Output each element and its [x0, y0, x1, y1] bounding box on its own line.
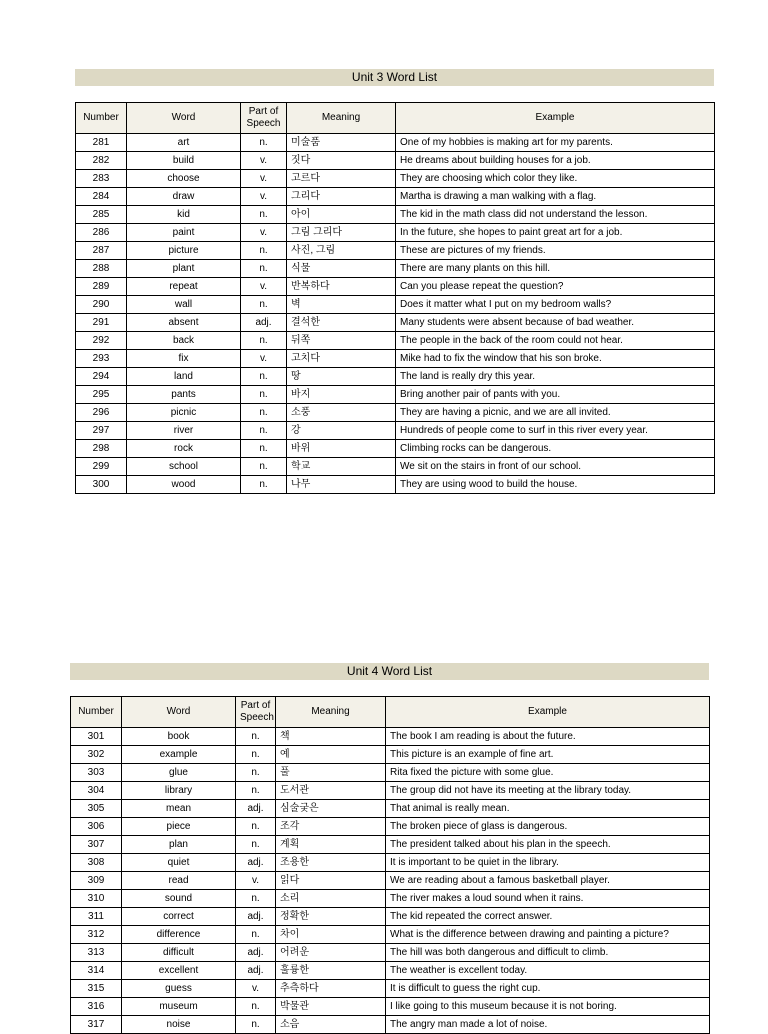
- cell-meaning: 조각: [276, 818, 386, 836]
- cell-word: excellent: [122, 962, 236, 980]
- cell-part-of-speech: n.: [236, 728, 276, 746]
- table-row: [71, 998, 710, 1016]
- cell-number: 317: [71, 1016, 122, 1034]
- cell-example: The people in the back of the room could not hear.: [396, 332, 715, 350]
- table-row: [71, 944, 710, 962]
- table-row: [76, 476, 715, 494]
- table-row: [71, 908, 710, 926]
- cell-part-of-speech: v.: [241, 170, 287, 188]
- table-row: [71, 890, 710, 908]
- cell-meaning: 아이: [287, 206, 396, 224]
- cell-word: glue: [122, 764, 236, 782]
- cell-meaning: 식물: [287, 260, 396, 278]
- cell-example: The angry man made a lot of noise.: [386, 1016, 710, 1034]
- table-row: [76, 440, 715, 458]
- cell-number: 293: [76, 350, 127, 368]
- cell-part-of-speech: v.: [236, 980, 276, 998]
- cell-example: Martha is drawing a man walking with a flag.: [396, 188, 715, 206]
- cell-number: 300: [76, 476, 127, 494]
- table-row: [71, 872, 710, 890]
- cell-example: It is important to be quiet in the library.: [386, 854, 710, 872]
- cell-example: The kid in the math class did not understand the lesson.: [396, 206, 715, 224]
- table-row: [71, 782, 710, 800]
- cell-example: It is difficult to guess the right cup.: [386, 980, 710, 998]
- table-row: [76, 458, 715, 476]
- cell-word: plant: [127, 260, 241, 278]
- table-row: [71, 854, 710, 872]
- cell-number: 290: [76, 296, 127, 314]
- cell-number: 316: [71, 998, 122, 1016]
- cell-part-of-speech: n.: [236, 818, 276, 836]
- table-row: [71, 1016, 710, 1034]
- cell-part-of-speech: n.: [236, 782, 276, 800]
- cell-number: 289: [76, 278, 127, 296]
- table-row: [76, 386, 715, 404]
- cell-part-of-speech: n.: [236, 764, 276, 782]
- cell-example: Hundreds of people come to surf in this river every year.: [396, 422, 715, 440]
- cell-meaning: 고치다: [287, 350, 396, 368]
- cell-number: 295: [76, 386, 127, 404]
- cell-example: One of my hobbies is making art for my parents.: [396, 134, 715, 152]
- cell-example: The weather is excellent today.: [386, 962, 710, 980]
- cell-number: 286: [76, 224, 127, 242]
- cell-part-of-speech: adj.: [236, 908, 276, 926]
- cell-meaning: 풀: [276, 764, 386, 782]
- cell-example: They are choosing which color they like.: [396, 170, 715, 188]
- cell-number: 308: [71, 854, 122, 872]
- cell-word: paint: [127, 224, 241, 242]
- cell-meaning: 소음: [276, 1016, 386, 1034]
- cell-example: Rita fixed the picture with some glue.: [386, 764, 710, 782]
- cell-number: 306: [71, 818, 122, 836]
- header-word: Word: [127, 103, 241, 134]
- cell-number: 294: [76, 368, 127, 386]
- cell-example: Can you please repeat the question?: [396, 278, 715, 296]
- table-row: [71, 926, 710, 944]
- cell-part-of-speech: n.: [241, 458, 287, 476]
- cell-meaning: 반복하다: [287, 278, 396, 296]
- cell-word: wood: [127, 476, 241, 494]
- cell-word: repeat: [127, 278, 241, 296]
- cell-number: 287: [76, 242, 127, 260]
- table-row: [71, 800, 710, 818]
- cell-example: We are reading about a famous basketball player.: [386, 872, 710, 890]
- cell-word: back: [127, 332, 241, 350]
- cell-number: 297: [76, 422, 127, 440]
- header-word: Word: [122, 697, 236, 728]
- table-row: [76, 368, 715, 386]
- cell-meaning: 짓다: [287, 152, 396, 170]
- table-row: [76, 422, 715, 440]
- cell-part-of-speech: n.: [236, 836, 276, 854]
- cell-meaning: 어려운: [276, 944, 386, 962]
- cell-meaning: 예: [276, 746, 386, 764]
- cell-meaning: 그리다: [287, 188, 396, 206]
- cell-number: 281: [76, 134, 127, 152]
- cell-example: The kid repeated the correct answer.: [386, 908, 710, 926]
- table-row: [76, 152, 715, 170]
- cell-example: There are many plants on this hill.: [396, 260, 715, 278]
- cell-part-of-speech: v.: [241, 152, 287, 170]
- header-part-of-speech: Part of Speech: [236, 697, 276, 728]
- cell-number: 309: [71, 872, 122, 890]
- table-row: [76, 224, 715, 242]
- cell-example: I like going to this museum because it is not boring.: [386, 998, 710, 1016]
- unit-3-word-table: [75, 102, 715, 494]
- cell-word: pants: [127, 386, 241, 404]
- cell-part-of-speech: adj.: [236, 854, 276, 872]
- cell-example: This picture is an example of fine art.: [386, 746, 710, 764]
- cell-part-of-speech: v.: [241, 278, 287, 296]
- cell-word: picture: [127, 242, 241, 260]
- cell-part-of-speech: n.: [236, 746, 276, 764]
- cell-part-of-speech: n.: [241, 404, 287, 422]
- cell-meaning: 바지: [287, 386, 396, 404]
- cell-word: river: [127, 422, 241, 440]
- cell-word: piece: [122, 818, 236, 836]
- cell-meaning: 읽다: [276, 872, 386, 890]
- cell-part-of-speech: n.: [241, 476, 287, 494]
- cell-word: school: [127, 458, 241, 476]
- cell-number: 284: [76, 188, 127, 206]
- cell-word: picnic: [127, 404, 241, 422]
- cell-word: land: [127, 368, 241, 386]
- cell-example: The book I am reading is about the future.: [386, 728, 710, 746]
- table-row: [76, 314, 715, 332]
- cell-word: kid: [127, 206, 241, 224]
- cell-part-of-speech: n.: [241, 260, 287, 278]
- cell-example: The land is really dry this year.: [396, 368, 715, 386]
- cell-meaning: 그림 그리다: [287, 224, 396, 242]
- cell-part-of-speech: n.: [241, 422, 287, 440]
- cell-number: 299: [76, 458, 127, 476]
- cell-example: In the future, she hopes to paint great art for a job.: [396, 224, 715, 242]
- cell-word: draw: [127, 188, 241, 206]
- table-row: [76, 170, 715, 188]
- cell-number: 315: [71, 980, 122, 998]
- table-row: [71, 728, 710, 746]
- cell-example: He dreams about building houses for a job.: [396, 152, 715, 170]
- table-row: [71, 962, 710, 980]
- cell-word: correct: [122, 908, 236, 926]
- cell-example: The broken piece of glass is dangerous.: [386, 818, 710, 836]
- cell-part-of-speech: adj.: [236, 800, 276, 818]
- cell-meaning: 심술궂은: [276, 800, 386, 818]
- cell-meaning: 땅: [287, 368, 396, 386]
- cell-meaning: 사진, 그림: [287, 242, 396, 260]
- cell-word: absent: [127, 314, 241, 332]
- header-example: Example: [386, 697, 710, 728]
- cell-number: 296: [76, 404, 127, 422]
- cell-word: book: [122, 728, 236, 746]
- cell-number: 310: [71, 890, 122, 908]
- cell-part-of-speech: n.: [241, 296, 287, 314]
- cell-word: museum: [122, 998, 236, 1016]
- table-row: [76, 188, 715, 206]
- cell-part-of-speech: adj.: [236, 944, 276, 962]
- cell-word: example: [122, 746, 236, 764]
- cell-word: quiet: [122, 854, 236, 872]
- cell-word: build: [127, 152, 241, 170]
- cell-word: sound: [122, 890, 236, 908]
- cell-example: Climbing rocks can be dangerous.: [396, 440, 715, 458]
- cell-word: guess: [122, 980, 236, 998]
- cell-part-of-speech: adj.: [241, 314, 287, 332]
- cell-word: wall: [127, 296, 241, 314]
- cell-example: Many students were absent because of bad weather.: [396, 314, 715, 332]
- header-meaning: Meaning: [276, 697, 386, 728]
- cell-example: We sit on the stairs in front of our school.: [396, 458, 715, 476]
- cell-meaning: 차이: [276, 926, 386, 944]
- cell-part-of-speech: n.: [236, 926, 276, 944]
- cell-number: 285: [76, 206, 127, 224]
- cell-number: 303: [71, 764, 122, 782]
- cell-meaning: 고르다: [287, 170, 396, 188]
- header-number: Number: [71, 697, 122, 728]
- cell-meaning: 바위: [287, 440, 396, 458]
- cell-number: 311: [71, 908, 122, 926]
- cell-meaning: 미술품: [287, 134, 396, 152]
- cell-number: 288: [76, 260, 127, 278]
- cell-part-of-speech: n.: [241, 332, 287, 350]
- header-meaning: Meaning: [287, 103, 396, 134]
- cell-example: Does it matter what I put on my bedroom walls?: [396, 296, 715, 314]
- cell-meaning: 나무: [287, 476, 396, 494]
- cell-word: difference: [122, 926, 236, 944]
- unit-4-word-table: [70, 696, 710, 1034]
- cell-meaning: 훌륭한: [276, 962, 386, 980]
- cell-number: 314: [71, 962, 122, 980]
- cell-number: 312: [71, 926, 122, 944]
- cell-part-of-speech: n.: [241, 242, 287, 260]
- table-row: [76, 260, 715, 278]
- cell-part-of-speech: n.: [236, 1016, 276, 1034]
- cell-meaning: 박물관: [276, 998, 386, 1016]
- table-row: [71, 746, 710, 764]
- cell-example: They are using wood to build the house.: [396, 476, 715, 494]
- table-row: [76, 278, 715, 296]
- cell-word: library: [122, 782, 236, 800]
- header-part-of-speech: Part of Speech: [241, 103, 287, 134]
- cell-example: The president talked about his plan in the speech.: [386, 836, 710, 854]
- cell-meaning: 책: [276, 728, 386, 746]
- header-example: Example: [396, 103, 715, 134]
- unit-3-title: Unit 3 Word List: [75, 69, 714, 86]
- cell-number: 302: [71, 746, 122, 764]
- cell-number: 282: [76, 152, 127, 170]
- cell-meaning: 강: [287, 422, 396, 440]
- cell-part-of-speech: adj.: [236, 962, 276, 980]
- unit-4-title: Unit 4 Word List: [70, 663, 709, 680]
- cell-number: 305: [71, 800, 122, 818]
- cell-meaning: 추측하다: [276, 980, 386, 998]
- table-row: [76, 134, 715, 152]
- cell-meaning: 벽: [287, 296, 396, 314]
- cell-meaning: 소리: [276, 890, 386, 908]
- table-row: [71, 818, 710, 836]
- cell-meaning: 학교: [287, 458, 396, 476]
- cell-word: mean: [122, 800, 236, 818]
- header-number: Number: [76, 103, 127, 134]
- table-row: [76, 404, 715, 422]
- cell-example: They are having a picnic, and we are all invited.: [396, 404, 715, 422]
- cell-part-of-speech: v.: [241, 224, 287, 242]
- cell-example: The group did not have its meeting at the library today.: [386, 782, 710, 800]
- cell-number: 301: [71, 728, 122, 746]
- cell-example: The river makes a loud sound when it rains.: [386, 890, 710, 908]
- cell-meaning: 정확한: [276, 908, 386, 926]
- table-row: [71, 836, 710, 854]
- cell-part-of-speech: v.: [236, 872, 276, 890]
- cell-part-of-speech: n.: [236, 890, 276, 908]
- cell-word: plan: [122, 836, 236, 854]
- cell-number: 283: [76, 170, 127, 188]
- cell-part-of-speech: n.: [241, 368, 287, 386]
- cell-meaning: 계획: [276, 836, 386, 854]
- cell-part-of-speech: n.: [236, 998, 276, 1016]
- table-row: [76, 350, 715, 368]
- cell-meaning: 도서관: [276, 782, 386, 800]
- cell-part-of-speech: n.: [241, 386, 287, 404]
- cell-word: noise: [122, 1016, 236, 1034]
- cell-word: art: [127, 134, 241, 152]
- table-row: [76, 206, 715, 224]
- cell-number: 304: [71, 782, 122, 800]
- cell-example: Mike had to fix the window that his son broke.: [396, 350, 715, 368]
- cell-meaning: 뒤쪽: [287, 332, 396, 350]
- cell-word: difficult: [122, 944, 236, 962]
- cell-part-of-speech: n.: [241, 440, 287, 458]
- cell-example: That animal is really mean.: [386, 800, 710, 818]
- cell-example: What is the difference between drawing and painting a picture?: [386, 926, 710, 944]
- cell-word: fix: [127, 350, 241, 368]
- cell-part-of-speech: n.: [241, 134, 287, 152]
- cell-part-of-speech: v.: [241, 188, 287, 206]
- cell-meaning: 결석한: [287, 314, 396, 332]
- table-row: [76, 332, 715, 350]
- cell-word: read: [122, 872, 236, 890]
- cell-part-of-speech: n.: [241, 206, 287, 224]
- cell-number: 307: [71, 836, 122, 854]
- cell-number: 292: [76, 332, 127, 350]
- table-row: [76, 242, 715, 260]
- cell-example: The hill was both dangerous and difficult to climb.: [386, 944, 710, 962]
- cell-word: choose: [127, 170, 241, 188]
- table-row: [76, 296, 715, 314]
- cell-number: 298: [76, 440, 127, 458]
- cell-word: rock: [127, 440, 241, 458]
- cell-example: Bring another pair of pants with you.: [396, 386, 715, 404]
- cell-number: 291: [76, 314, 127, 332]
- cell-meaning: 조용한: [276, 854, 386, 872]
- cell-example: These are pictures of my friends.: [396, 242, 715, 260]
- cell-part-of-speech: v.: [241, 350, 287, 368]
- table-row: [71, 980, 710, 998]
- cell-number: 313: [71, 944, 122, 962]
- table-row: [71, 764, 710, 782]
- cell-meaning: 소풍: [287, 404, 396, 422]
